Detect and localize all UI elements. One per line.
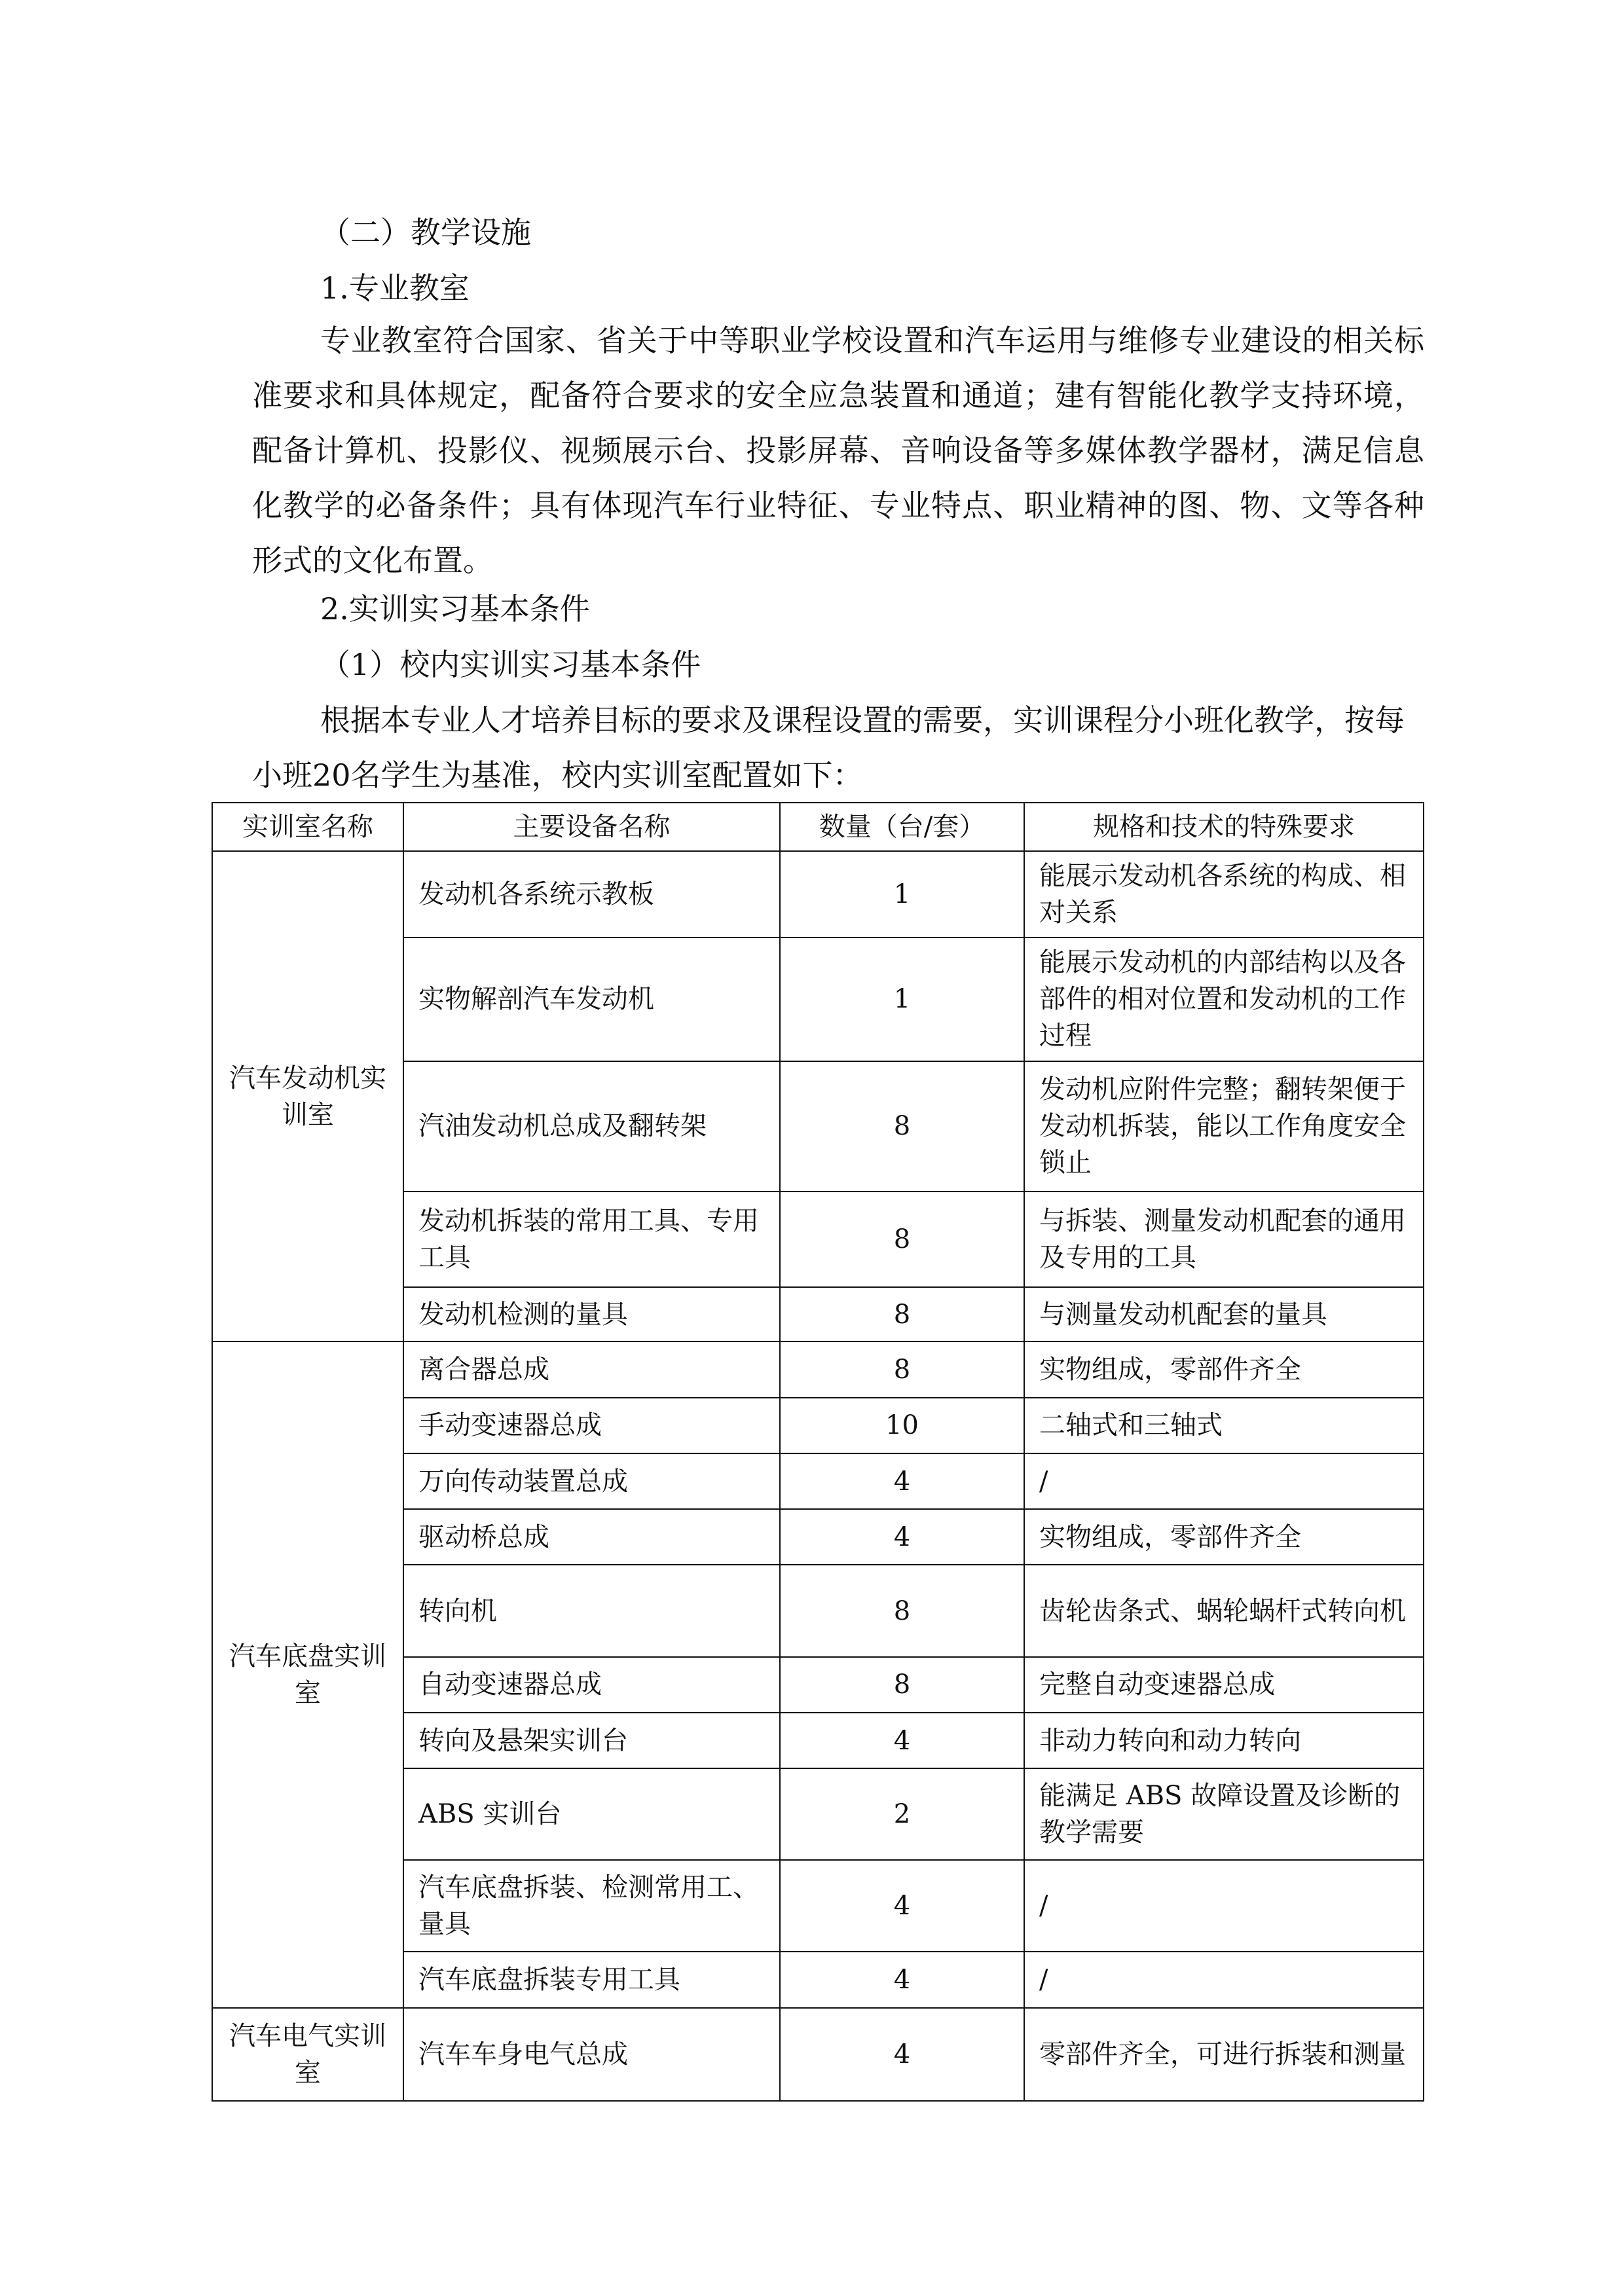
equipment-quantity: 4 <box>780 2008 1024 2101</box>
equipment-spec: 与测量发动机配套的量具 <box>1024 1287 1424 1341</box>
equipment-spec: 发动机应附件完整；翻转架便于发动机拆装，能以工作角度安全锁止 <box>1024 1061 1424 1192</box>
equipment-name: 自动变速器总成 <box>403 1657 780 1713</box>
equipment-name: 汽车底盘拆装、检测常用工、量具 <box>403 1860 780 1952</box>
header-equipment: 主要设备名称 <box>403 803 780 851</box>
equipment-spec: 零部件齐全，可进行拆装和测量 <box>1024 2008 1424 2101</box>
equipment-spec: 二轴式和三轴式 <box>1024 1398 1424 1453</box>
equipment-name: 转向及悬架实训台 <box>403 1713 780 1768</box>
equipment-name: 手动变速器总成 <box>403 1398 780 1453</box>
equipment-quantity: 4 <box>780 1860 1024 1952</box>
equipment-quantity: 1 <box>780 851 1024 938</box>
equipment-quantity: 8 <box>780 1061 1024 1192</box>
equipment-quantity: 2 <box>780 1768 1024 1860</box>
equipment-name: 汽车车身电气总成 <box>403 2008 780 2101</box>
equipment-spec: 完整自动变速器总成 <box>1024 1657 1424 1713</box>
equipment-name: 实物解剖汽车发动机 <box>403 938 780 1061</box>
equipment-quantity: 8 <box>780 1192 1024 1287</box>
equipment-quantity: 1 <box>780 938 1024 1061</box>
equipment-name: 驱动桥总成 <box>403 1509 780 1565</box>
equipment-name: 汽油发动机总成及翻转架 <box>403 1061 780 1192</box>
equipment-name: 发动机各系统示教板 <box>403 851 780 938</box>
equipment-name: ABS 实训台 <box>403 1768 780 1860</box>
equipment-quantity: 8 <box>780 1341 1024 1397</box>
equipment-quantity: 8 <box>780 1287 1024 1341</box>
subsection-title-oncampus: （1）校内实训实习基本条件 <box>320 647 701 682</box>
header-spec: 规格和技术的特殊要求 <box>1024 803 1424 851</box>
subsection-title-classroom: 1.专业教室 <box>320 270 470 306</box>
equipment-quantity: 8 <box>780 1565 1024 1656</box>
header-quantity: 数量（台/套） <box>780 803 1024 851</box>
oncampus-paragraph-text: 根据本专业人才培养目标的要求及课程设置的需要，实训课程分小班化教学，按每小班20名学生为基准，校内实训室配置如下： <box>252 702 1405 793</box>
equipment-spec: / <box>1024 1860 1424 1952</box>
section-title: （二）教学设施 <box>320 215 531 250</box>
equipment-spec: 能展示发动机的内部结构以及各部件的相对位置和发动机的工作过程 <box>1024 938 1424 1061</box>
table-row <box>212 1341 1424 1397</box>
equipment-spec: 与拆装、测量发动机配套的通用及专用的工具 <box>1024 1192 1424 1287</box>
header-room: 实训室名称 <box>212 803 403 851</box>
equipment-name: 万向传动装置总成 <box>403 1453 780 1509</box>
classroom-paragraph <box>252 313 1424 588</box>
equipment-spec: 齿轮齿条式、蜗轮蜗杆式转向机 <box>1024 1565 1424 1656</box>
equipment-quantity: 4 <box>780 1509 1024 1565</box>
equipment-quantity: 4 <box>780 1713 1024 1768</box>
equipment-table <box>212 802 1424 2102</box>
equipment-quantity: 10 <box>780 1398 1024 1453</box>
equipment-quantity: 4 <box>780 1453 1024 1509</box>
table-row <box>212 2008 1424 2101</box>
equipment-name: 离合器总成 <box>403 1341 780 1397</box>
room-chassis: 汽车底盘实训室 <box>212 1341 403 2007</box>
equipment-spec: 实物组成，零部件齐全 <box>1024 1509 1424 1565</box>
room-engine: 汽车发动机实训室 <box>212 851 403 1341</box>
equipment-spec: / <box>1024 1952 1424 2007</box>
equipment-name: 转向机 <box>403 1565 780 1656</box>
classroom-paragraph-text: 专业教室符合国家、省关于中等职业学校设置和汽车运用与维修专业建设的相关标准要求和具体规定，配备符合要求的安全应急装置和通道；建有智能化教学支持环境，配备计算机、投影仪、视频展示台、投影屏幕、音响设备等多媒体教学器材，满足信息化教学的必备条件；具有体现汽车行业特征、专业特点、职业精神的图、物、文等各种形式的文化布置。 <box>252 323 1424 578</box>
equipment-name: 发动机检测的量具 <box>403 1287 780 1341</box>
oncampus-paragraph <box>252 693 1424 803</box>
subsection-title-training: 2.实训实习基本条件 <box>320 591 590 627</box>
table-row <box>212 851 1424 938</box>
equipment-spec: 非动力转向和动力转向 <box>1024 1713 1424 1768</box>
equipment-spec: / <box>1024 1453 1424 1509</box>
equipment-quantity: 4 <box>780 1952 1024 2007</box>
equipment-spec: 能展示发动机各系统的构成、相对关系 <box>1024 851 1424 938</box>
table-header-row <box>212 803 1424 851</box>
equipment-name: 汽车底盘拆装专用工具 <box>403 1952 780 2007</box>
equipment-quantity: 8 <box>780 1657 1024 1713</box>
equipment-spec: 能满足 ABS 故障设置及诊断的教学需要 <box>1024 1768 1424 1860</box>
room-electrical: 汽车电气实训室 <box>212 2008 403 2101</box>
equipment-spec: 实物组成，零部件齐全 <box>1024 1341 1424 1397</box>
equipment-name: 发动机拆装的常用工具、专用工具 <box>403 1192 780 1287</box>
